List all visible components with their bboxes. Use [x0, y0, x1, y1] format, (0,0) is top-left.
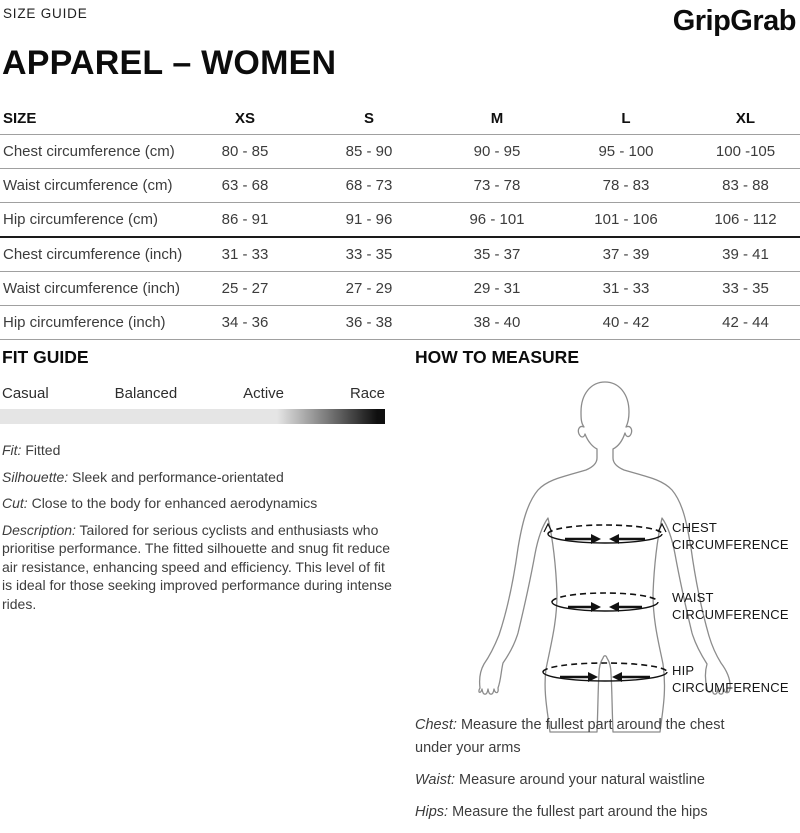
column-header: XL [735, 110, 756, 127]
chest-label-line1: CHEST [672, 520, 718, 535]
size-value-cell: 85 - 90 [345, 143, 393, 160]
measure-instructions [415, 714, 750, 833]
chest-label-line2: CIRCUMFERENCE [672, 537, 789, 552]
row-label: Waist circumference (inch) [3, 280, 180, 297]
size-value-cell: 90 - 95 [473, 143, 521, 160]
waist-label-line2: CIRCUMFERENCE [672, 607, 789, 622]
page-title: APPAREL – WOMEN [2, 44, 337, 82]
hip-label-line2: CIRCUMFERENCE [672, 680, 789, 695]
instruction-term: Waist: [415, 772, 456, 788]
measure-instruction-waist: Waist: Measure around your natural waistline [415, 772, 705, 788]
attribute-term: Silhouette: [2, 468, 69, 485]
fit-attributes [2, 441, 394, 621]
size-value-cell: 29 - 31 [473, 280, 521, 297]
table-row [0, 103, 800, 135]
table-row [0, 272, 800, 306]
row-label: Hip circumference (cm) [3, 211, 159, 228]
fit-gradient-bar [0, 409, 385, 424]
size-table [0, 103, 800, 340]
size-value-cell: 37 - 39 [602, 246, 650, 263]
chest-circumference-label [672, 519, 789, 553]
column-header: S [363, 110, 374, 127]
size-value-cell: 40 - 42 [602, 314, 650, 331]
size-value-cell: 80 - 85 [221, 143, 269, 160]
table-row [0, 306, 800, 340]
size-value-cell: 25 - 27 [221, 280, 269, 297]
size-value-cell: 33 - 35 [722, 280, 769, 297]
fit-attribute-fit: Fit: Fitted [2, 442, 61, 458]
size-value-cell: 95 - 100 [598, 143, 654, 160]
column-header: SIZE [3, 110, 37, 127]
hip-circumference-label [672, 662, 789, 696]
row-label: Chest circumference (cm) [3, 143, 175, 160]
size-value-cell: 42 - 44 [722, 314, 769, 331]
size-value-cell: 83 - 88 [722, 177, 769, 194]
size-value-cell: 73 - 78 [473, 177, 521, 194]
row-label: Hip circumference (inch) [3, 314, 166, 331]
size-value-cell: 27 - 29 [345, 280, 393, 297]
size-value-cell: 78 - 83 [602, 177, 650, 194]
size-value-cell: 39 - 41 [722, 246, 769, 263]
fit-attribute-description: Description: Tailored for serious cyclists and enthusiasts who prioritise performance. The fitted silhouette and snug fit reduce air resistance, enhancing speed and efficiency. This level of fit is ideal for those seeking improved performance during intense rides. [2, 521, 392, 612]
attribute-term: Cut: [2, 495, 28, 511]
size-value-cell: 36 - 38 [345, 314, 393, 331]
fit-attribute-silhouette: Silhouette: Sleek and performance-orientated [2, 468, 284, 485]
row-label: Chest circumference (inch) [3, 246, 183, 263]
table-row [0, 238, 800, 272]
fit-guide-title: FIT GUIDE [2, 347, 89, 367]
gripgrab-logo: GripGrab [672, 5, 796, 37]
fit-scale-labels [2, 385, 385, 402]
size-value-cell: 91 - 96 [345, 211, 393, 228]
hip-label-line1: HIP [672, 663, 695, 678]
size-value-cell: 31 - 33 [602, 280, 650, 297]
size-value-cell: 38 - 40 [473, 314, 521, 331]
measure-instruction-chest: Chest: Measure the fullest part around the chest under your arms [415, 717, 725, 756]
attribute-term: Fit: [2, 442, 22, 458]
size-value-cell: 31 - 33 [221, 246, 269, 263]
table-row [0, 203, 800, 238]
table-row [0, 169, 800, 203]
instruction-term: Chest: [415, 717, 457, 733]
attribute-term: Description: [2, 521, 76, 538]
column-header: XS [234, 110, 255, 127]
size-value-cell: 34 - 36 [221, 314, 269, 331]
fit-scale-race: Race [349, 385, 385, 402]
column-header: M [490, 110, 504, 127]
size-value-cell: 68 - 73 [345, 177, 393, 194]
instruction-term: Hips: [415, 804, 449, 820]
fit-attribute-cut: Cut: Close to the body for enhanced aerodynamics [2, 495, 318, 511]
fit-scale-balanced: Balanced [114, 385, 178, 402]
size-value-cell: 63 - 68 [221, 177, 269, 194]
row-label: Waist circumference (cm) [3, 177, 173, 194]
waist-label-line1: WAIST [672, 590, 714, 605]
table-row [0, 135, 800, 169]
size-value-cell: 101 - 106 [594, 211, 658, 228]
size-value-cell: 100 -105 [715, 143, 776, 160]
column-header: L [621, 110, 631, 127]
size-value-cell: 86 - 91 [221, 211, 269, 228]
fit-scale-active: Active [243, 385, 284, 402]
size-value-cell: 106 - 112 [714, 211, 777, 228]
size-guide-label: SIZE GUIDE [3, 6, 88, 21]
measure-instruction-hips: Hips: Measure the fullest part around the hips [415, 804, 708, 820]
size-value-cell: 33 - 35 [345, 246, 393, 263]
fit-scale-casual: Casual [2, 385, 49, 402]
size-value-cell: 96 - 101 [469, 211, 525, 228]
size-value-cell: 35 - 37 [473, 246, 521, 263]
waist-circumference-label [672, 589, 789, 623]
how-to-measure-title: HOW TO MEASURE [415, 347, 579, 367]
